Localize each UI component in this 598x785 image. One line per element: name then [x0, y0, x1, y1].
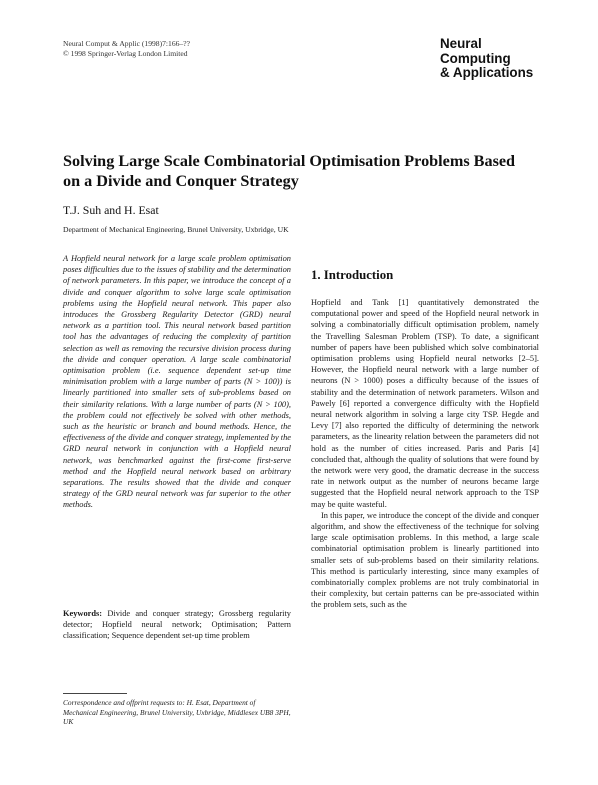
correspondence-footnote: Correspondence and offprint requests to: H. Esat, Department of Mechanical Engineering, Brunel University, Uxbridge, Middlesex UB8 3PH, UK	[63, 698, 291, 727]
footnote-divider	[63, 693, 127, 694]
keywords-label: Keywords:	[63, 609, 103, 618]
section-heading-introduction: 1. Introduction	[311, 268, 394, 282]
paper-authors: T.J. Suh and H. Esat	[63, 203, 159, 217]
author-affiliation: Department of Mechanical Engineering, Brunel University, Uxbridge, UK	[63, 225, 289, 234]
journal-logo	[440, 37, 533, 81]
keywords	[63, 608, 291, 642]
logo-line-2: Computing	[440, 50, 511, 66]
abstract: A Hopfield neural network for a large scale problem optimisation poses difficulties due to the issues of stability and the determination of network parameters. In this paper, we introduce the concept of a divide and conquer algorithm to solve large scale optimisation problems using the Hopfield neural network. This paper also introduces the Grossberg Regularity Detector (GRD) neural network as a partition tool. This neural network based partition tool has the advantages of reducing the complexity of partition selection as well as removing the recursive division process during the divide and conquer operation. A large scale combinatorial optimisation problem (i.e. sequence dependent set-up time minimisation problem with a large number of parts (N > 100)) is linearly partitioned into smaller sets of sub-problems based on their similarity relations. With a large number of parts (N > 100), the problem could not effectively be solved with other methods, such as the heuristic or branch and bound methods. Hence, the effectiveness of the divide and conquer strategy, implemented by the GRD neural network in conjunction with a Hopfield neural network, was benchmarked against the first-come first-serve method and the Hopfield neural network based on arbitrary separations. The results showed that the divide and conquer strategy of the GRD neural network was far superior to the other methods.	[63, 254, 291, 510]
logo-line-3: & Applications	[440, 65, 534, 80]
journal-citation-line: Neural Comput & Applic (1998)7:166–??	[63, 39, 190, 48]
introduction-paragraph-2: In this paper, we introduce the concept of the divide and conquer algorithm, and show the effectiveness of the technique for solving large scale optimisation problems. In this method, a large scale combinatorial optimisation problem is linearly partitioned into smaller sets of sub-problems based on their similarity relations. This method is particularly interesting, since many examples of combinatorially complex problems are not truly combinatorial in their complexity, but certain patterns can be pre-associated within the problem sets, such as the	[311, 510, 539, 610]
keywords-text: Divide and conquer strategy; Grossberg regularity detector; Hopfield neural network; Optimisation; Pattern classification; Sequence dependent set-up time problem	[63, 609, 291, 641]
introduction-body	[311, 297, 539, 611]
logo-line-1: Neural	[440, 36, 482, 51]
paper-title: Solving Large Scale Combinatorial Optimisation Problems Based on a Divide and Conquer Strategy	[63, 152, 516, 190]
introduction-paragraph-1: Hopfield and Tank [1] quantitatively demonstrated the computational power and speed of the Hopfield neural network in solving a combinatorially difficult optimisation problem, namely the Travelling Salesman Problem (TSP). To date, a significant number of papers have been published which solve combinatorial optimisation problems using Hopfield neural networks [2–5]. However, the Hopfield neural network with a large number of neurons (N > 1000) poses a difficulty because of the issues of stability and the determination of network parameters. Wilson and Pawely [6] reported a convergence difficulty with the Hopfield neural network algorithm in solving a large city TSP. Hegde and Levy [7] also reported the difficulty of determining the network parameters, as the linearity relation between the parameters did not hold as the number of cities increased. Paris and Paris [4] concluded that, although the quality of solutions that were found by the network were very good, the dramatic decrease in the success rate in network output as the number of neurons became large suggested that the Hopfield neural network approach to the TSP may be quite wasteful.	[311, 298, 539, 509]
journal-citation	[63, 39, 190, 59]
copyright-line: © 1998 Springer-Verlag London Limited	[63, 49, 188, 58]
